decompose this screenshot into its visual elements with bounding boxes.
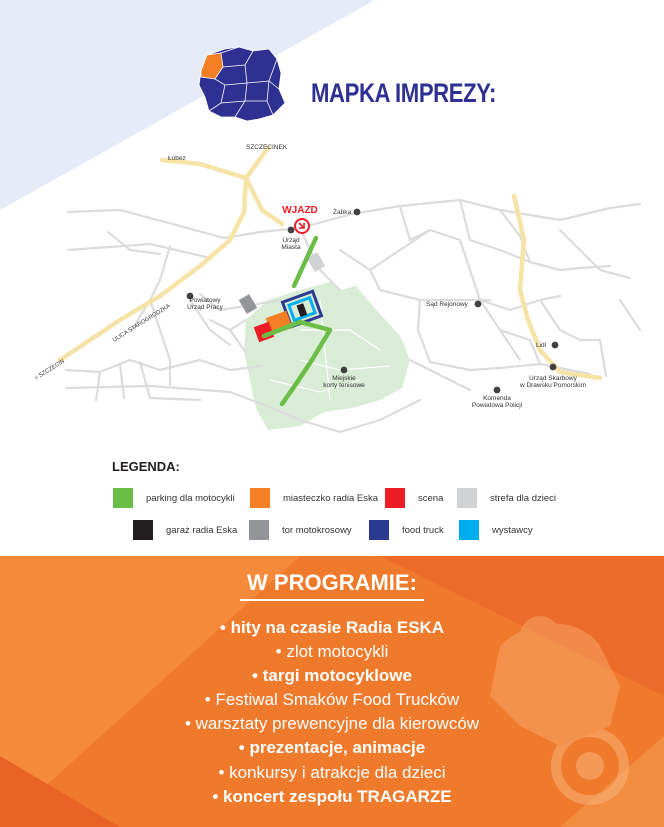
map-label-komenda-2: Powiatowa Policji <box>471 402 523 409</box>
program-item: • koncert zespołu TRAGARZE <box>212 786 452 806</box>
program-item: • prezentacje, animacje <box>238 738 426 758</box>
map-label-urzad-pracy: Powiatowy <box>189 297 221 304</box>
legend-label: tor motokrosowy <box>282 524 352 536</box>
legend-label: wystawcy <box>492 524 533 536</box>
map-label-sad-rejonowy: Sąd Rejonowy <box>426 301 468 308</box>
legend-label: garaż radia Eska <box>166 524 238 536</box>
program-item: • Festiwal Smaków Food Trucków <box>204 690 460 710</box>
legend-swatch <box>385 488 405 508</box>
program-item: • hity na czasie Radia ESKA <box>219 618 445 637</box>
program-title: W PROGRAMIE: <box>247 570 417 595</box>
legend-label: scena <box>418 492 444 504</box>
map-label-urzad-miasta-2: Miasta <box>281 244 301 251</box>
map-label-urzad-skarbowy: Urząd Skarbowy <box>529 375 577 382</box>
legend-item-tor <box>249 520 352 540</box>
program-item: • zlot motocykli <box>275 642 389 662</box>
legend-swatch <box>249 520 269 540</box>
legend-item-scena <box>385 488 443 508</box>
program-title-underline <box>240 599 424 601</box>
legend-item-strefa-dzieci <box>457 488 556 508</box>
legend-swatch <box>369 520 389 540</box>
entrance-label: WJAZD <box>282 205 318 216</box>
legend-item-parking <box>113 488 235 508</box>
event-map <box>0 140 664 450</box>
legend-label: parking dla motocykli <box>146 492 235 504</box>
map-label-komenda: Komenda <box>483 395 511 402</box>
map-label-szczecinek: SZCZECINEK <box>246 144 288 151</box>
program-list <box>0 616 664 809</box>
map-label-urzad-pracy-2: Urząd Pracy <box>187 304 223 311</box>
map-label-korty-2: korty tenisowe <box>323 382 365 389</box>
program-item: • targi motocyklowe <box>252 666 412 686</box>
map-label-urzad-skarbowy-2: w Drawsku Pomorskim <box>519 382 587 389</box>
map-label-lidl: Lidl <box>536 342 547 349</box>
poland-map-icon <box>195 45 287 123</box>
program-section <box>0 556 664 827</box>
legend-item-garaz <box>133 520 237 540</box>
legend-title: LEGENDA: <box>112 459 180 474</box>
legend-label: strefa dla dzieci <box>490 492 557 504</box>
legend-swatch <box>113 488 133 508</box>
legend-swatch <box>250 488 270 508</box>
program-item: • konkursy i atrakcje dla dzieci <box>218 762 446 782</box>
program-item: • warsztaty prewencyjne dla kierowców <box>184 714 480 734</box>
legend-item-wystawcy <box>459 520 533 540</box>
legend-label: food truck <box>402 524 444 536</box>
map-label-urzad-miasta: Urząd <box>282 237 300 244</box>
legend-label: miasteczko radia Eska <box>283 492 379 504</box>
legend-swatch <box>133 520 153 540</box>
page-title: MAPKA IMPREZY: <box>311 78 496 108</box>
map-label-lobez: Łobez <box>168 155 186 162</box>
legend-item-miasteczko <box>250 488 378 508</box>
legend-item-food-truck <box>369 520 444 540</box>
map-label-korty: Miejskie <box>332 375 356 382</box>
legend-swatch <box>459 520 479 540</box>
map-label-szczecin: < SZCZECIN <box>33 358 66 382</box>
map-label-zabka: Żabka <box>333 209 352 216</box>
map-label-ulica-starogrodzka: ULICA STAROGRODZKA <box>111 303 172 344</box>
legend-swatch <box>457 488 477 508</box>
